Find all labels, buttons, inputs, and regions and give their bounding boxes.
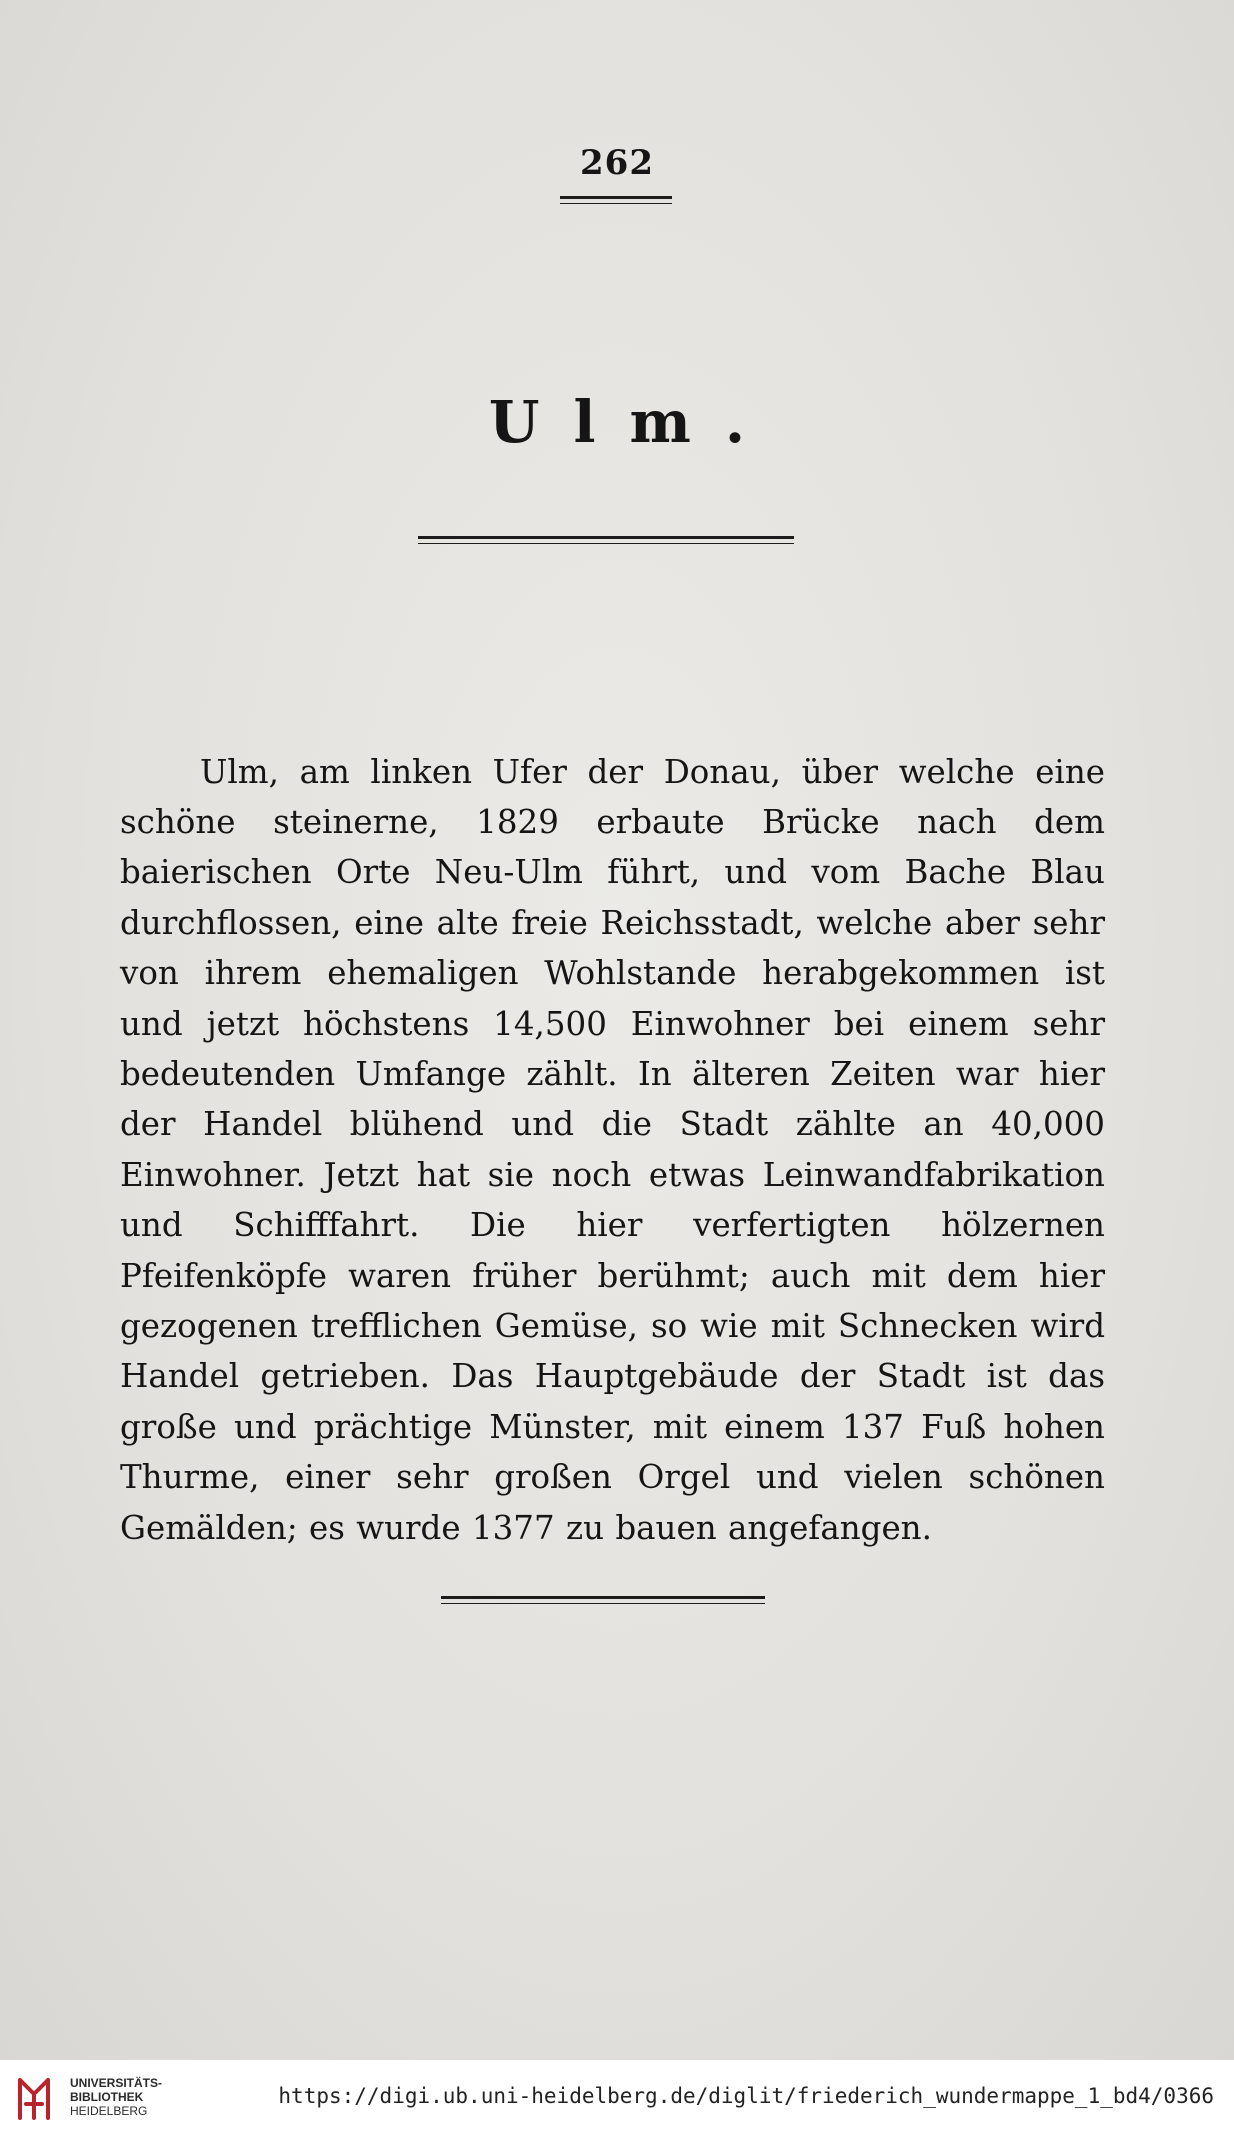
page-number: 262 — [580, 143, 654, 183]
chapter-title: Ulm. — [488, 388, 780, 456]
title-rule — [418, 536, 794, 544]
viewer-footer — [0, 2060, 1234, 2135]
permalink-url[interactable]: https://digi.ub.uni-heidelberg.de/diglit/friederich_wundermappe_1_bd4/0366 — [278, 2084, 1214, 2108]
library-name-line2: BIBLIOTHEK — [70, 2090, 144, 2104]
library-name-line1: UNIVERSITÄTS- — [70, 2076, 163, 2090]
page-number-rule — [560, 196, 672, 204]
library-name[interactable] — [70, 2076, 162, 2118]
body-paragraph: Ulm, am linken Ufer der Donau, über welche eine schöne steinerne, 1829 erbaute Brücke nach dem baierischen Orte Neu-Ulm führt, und vom Bache Blau durchflossen, eine alte freie Reichsstadt, welche aber sehr von ihrem ehemaligen Wohlstande herabgekommen ist und jetzt höchstens 14,500 Einwohner bei einem sehr bedeutenden Umfange zählt. In älteren Zeiten war hier der Handel blühend und die Stadt zählte an 40,000 Einwohner. Jetzt hat sie noch etwas Leinwandfabrikation und Schifffahrt. Die hier verfertigten hölzernen Pfeifenköpfe waren früher berühmt; auch mit dem hier gezogenen trefflichen Gemüse, so wie mit Schnecken wird Handel getrieben. Das Hauptgebäude der Stadt ist das große und prächtige Münster, mit einem 137 Fuß hohen Thurme, einer sehr großen Orgel und vielen schönen Gemälden; es wurde 1377 zu bauen angefangen. — [120, 752, 1105, 1547]
end-rule — [441, 1596, 765, 1604]
heidelberg-library-logo-icon — [12, 2074, 58, 2124]
library-name-line3: HEIDELBERG — [70, 2104, 148, 2118]
